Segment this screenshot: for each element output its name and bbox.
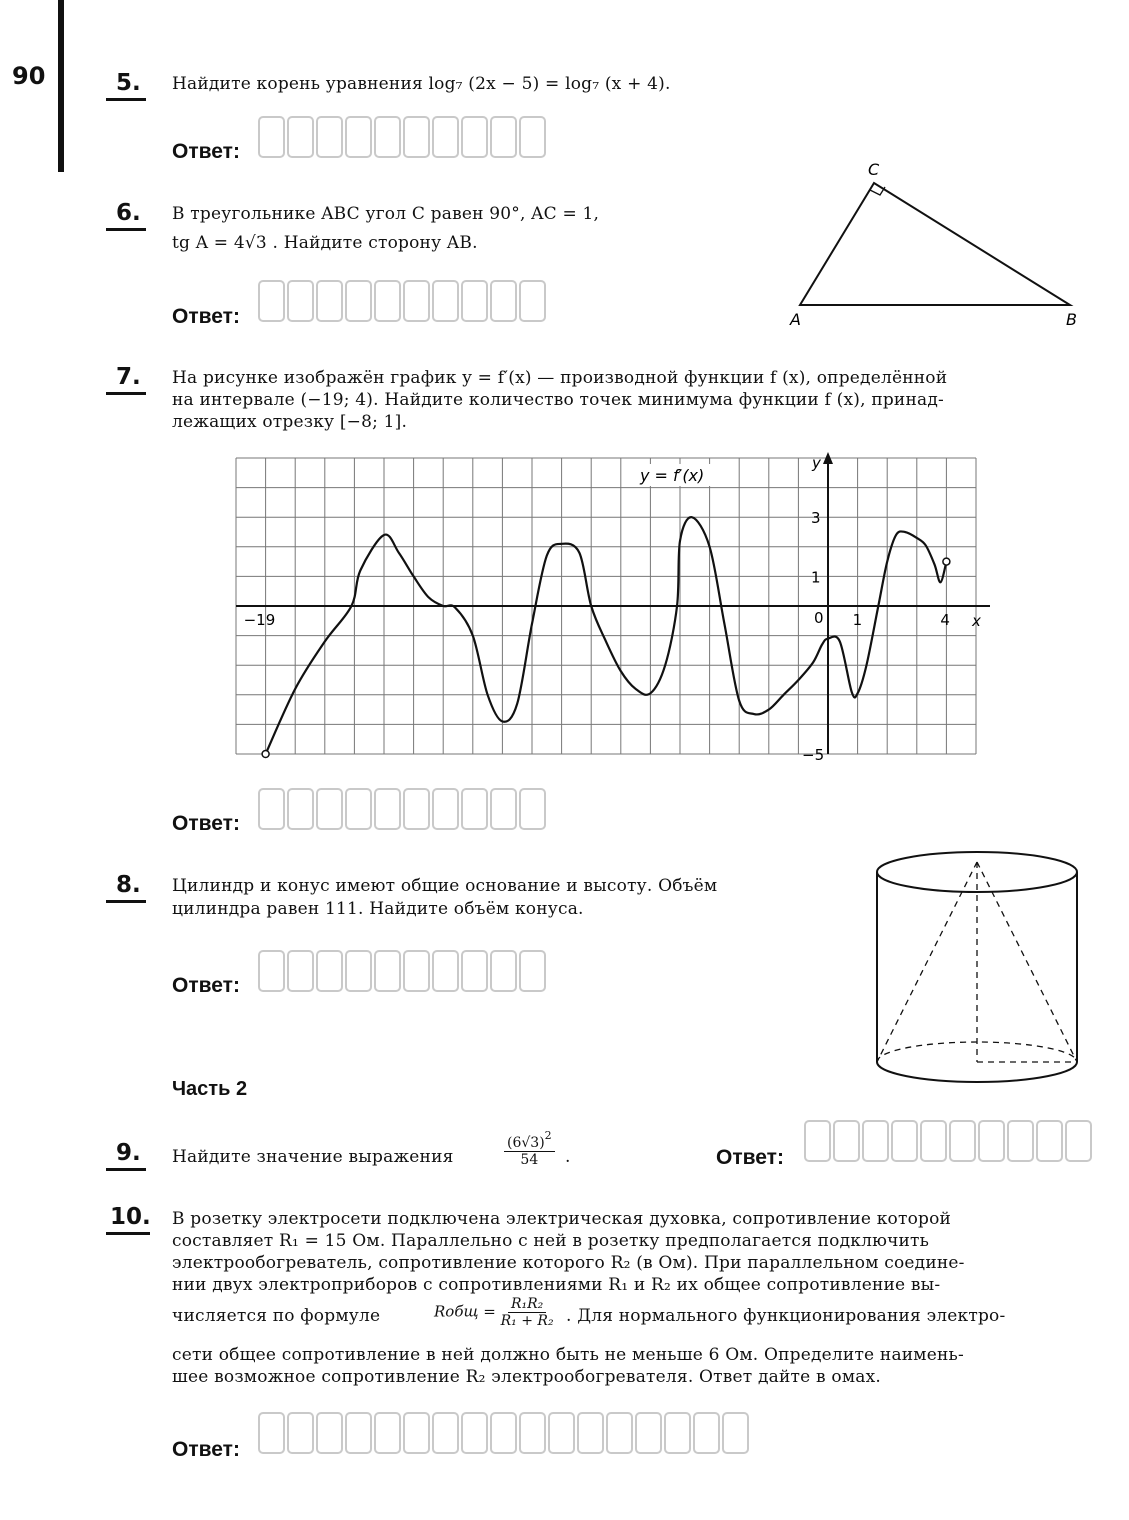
answer-boxes-6[interactable] — [258, 280, 546, 322]
answer-cell[interactable] — [287, 116, 314, 158]
answer-cell[interactable] — [432, 1412, 459, 1454]
answer-cell[interactable] — [1036, 1120, 1063, 1162]
answer-cell[interactable] — [461, 788, 488, 830]
answer-cell[interactable] — [287, 1412, 314, 1454]
problem-10-line-5b: . Для нормального функционирования электро- — [566, 1306, 1006, 1326]
answer-cell[interactable] — [722, 1412, 749, 1454]
fraction-9-denominator: 54 — [520, 1152, 539, 1168]
x-axis-label: x — [972, 612, 981, 630]
vertex-b-label: B — [1066, 310, 1077, 329]
formula-numerator: R₁R₂ — [508, 1296, 546, 1313]
answer-cell[interactable] — [258, 950, 285, 992]
answer-boxes-9[interactable] — [804, 1120, 1092, 1162]
answer-cell[interactable] — [862, 1120, 889, 1162]
vertex-a-label: A — [790, 310, 801, 329]
tick-label-x-1: 1 — [852, 611, 863, 629]
open-endpoint — [943, 558, 950, 565]
tick-label-y-3: 3 — [811, 509, 821, 528]
answer-cell[interactable] — [403, 950, 430, 992]
answer-cell[interactable] — [519, 280, 546, 322]
problem-10-underline — [106, 1232, 150, 1235]
answer-cell[interactable] — [461, 116, 488, 158]
answer-label-9: Ответ: — [716, 1146, 784, 1169]
answer-cell[interactable] — [949, 1120, 976, 1162]
cone-left-edge — [877, 862, 977, 1062]
formula-denominator: R₁ + R₂ — [500, 1313, 554, 1329]
answer-cell[interactable] — [1065, 1120, 1092, 1162]
answer-cell[interactable] — [345, 788, 372, 830]
answer-cell[interactable] — [606, 1412, 633, 1454]
answer-cell[interactable] — [461, 1412, 488, 1454]
tick-label-x-minus-19: −19 — [243, 611, 276, 629]
answer-cell[interactable] — [1007, 1120, 1034, 1162]
answer-cell[interactable] — [461, 950, 488, 992]
answer-cell[interactable] — [461, 280, 488, 322]
problem-7-number: 7. — [116, 364, 141, 390]
answer-cell[interactable] — [920, 1120, 947, 1162]
answer-cell[interactable] — [490, 280, 517, 322]
problem-7-line-1: На рисунке изображён график y = f′(x) — производной функции f (x), определённой — [172, 368, 948, 388]
problem-9-number: 9. — [116, 1140, 141, 1166]
triangle-figure — [780, 155, 1100, 335]
problem-6-underline — [106, 228, 146, 231]
problem-7-line-3: лежащих отрезку [−8; 1]. — [172, 412, 408, 432]
part-2-heading: Часть 2 — [172, 1078, 248, 1100]
problem-10-line-2: составляет R₁ = 15 Ом. Параллельно с ней в розетку предполагается подключить — [172, 1231, 930, 1251]
vertex-c-label: C — [868, 160, 880, 179]
answer-cell[interactable] — [258, 788, 285, 830]
triangle-abc — [800, 183, 1070, 305]
problem-8-underline — [106, 900, 146, 903]
answer-cell[interactable] — [374, 116, 401, 158]
answer-cell[interactable] — [403, 788, 430, 830]
answer-cell[interactable] — [432, 950, 459, 992]
problem-7-line-2: на интервале (−19; 4). Найдите количество точек минимума функции f (x), принад- — [172, 390, 944, 410]
tick-label-x-0: 0 — [814, 609, 824, 627]
answer-cell[interactable] — [287, 788, 314, 830]
tick-label-y-1: 1 — [811, 568, 821, 587]
answer-cell[interactable] — [258, 280, 285, 322]
problem-8-line-1: Цилиндр и конус имеют общие основание и высоту. Объём — [172, 876, 718, 896]
answer-boxes-7[interactable] — [258, 788, 546, 830]
answer-cell[interactable] — [490, 950, 517, 992]
answer-cell[interactable] — [519, 116, 546, 158]
problem-9-underline — [106, 1168, 146, 1171]
answer-cell[interactable] — [519, 788, 546, 830]
problem-10-number: 10. — [110, 1204, 151, 1230]
cone-right-edge — [977, 862, 1077, 1062]
answer-label-10: Ответ: — [172, 1438, 240, 1461]
chart-title: y = f′(x) — [640, 466, 705, 485]
answer-cell[interactable] — [403, 116, 430, 158]
answer-cell[interactable] — [345, 280, 372, 322]
answer-cell[interactable] — [316, 950, 343, 992]
y-axis-label: y — [812, 454, 821, 472]
fraction-9-numerator: (6√3) — [507, 1135, 545, 1151]
answer-cell[interactable] — [432, 280, 459, 322]
open-endpoint — [262, 751, 269, 758]
answer-cell[interactable] — [804, 1120, 831, 1162]
answer-boxes-10[interactable] — [258, 1412, 749, 1454]
problem-7-underline — [106, 392, 146, 395]
chart-axes — [236, 452, 990, 754]
margin-bar — [58, 0, 64, 172]
answer-cell[interactable] — [490, 788, 517, 830]
page-number: 90 — [12, 62, 46, 90]
cylinder-cone-figure — [865, 840, 1090, 1090]
problem-10-line-3: электрообогреватель, сопротивление которого R₂ (в Ом). При параллельном соедине- — [172, 1253, 965, 1273]
problem-10-line-6: сети общее сопротивление в ней должно быть не меньше 6 Ом. Определите наимень- — [172, 1345, 964, 1365]
answer-cell[interactable] — [258, 1412, 285, 1454]
curve-endpoints — [262, 558, 950, 757]
answer-cell[interactable] — [978, 1120, 1005, 1162]
answer-cell[interactable] — [287, 950, 314, 992]
answer-cell[interactable] — [374, 950, 401, 992]
problem-6-line-2: tg A = 4√3 . Найдите сторону AB. — [172, 233, 478, 253]
answer-label-8: Ответ: — [172, 974, 240, 997]
resistance-formula — [434, 1296, 554, 1329]
answer-cell[interactable] — [345, 1412, 372, 1454]
answer-label-6: Ответ: — [172, 305, 240, 328]
answer-cell[interactable] — [664, 1412, 691, 1454]
problem-8-number: 8. — [116, 872, 141, 898]
answer-cell[interactable] — [403, 280, 430, 322]
answer-label-7: Ответ: — [172, 812, 240, 835]
answer-cell[interactable] — [374, 280, 401, 322]
answer-cell[interactable] — [403, 1412, 430, 1454]
answer-cell[interactable] — [316, 788, 343, 830]
answer-cell[interactable] — [374, 788, 401, 830]
answer-cell[interactable] — [693, 1412, 720, 1454]
answer-cell[interactable] — [432, 116, 459, 158]
answer-cell[interactable] — [316, 280, 343, 322]
answer-boxes-5[interactable] — [258, 116, 546, 158]
problem-10-line-4: нии двух электроприборов с сопротивлениями R₁ и R₂ их общее сопротивление вы- — [172, 1275, 941, 1295]
problem-5-text: Найдите корень уравнения log₇ (2x − 5) = log₇ (x + 4). — [172, 74, 671, 94]
answer-cell[interactable] — [833, 1120, 860, 1162]
answer-cell[interactable] — [635, 1412, 662, 1454]
answer-cell[interactable] — [316, 116, 343, 158]
answer-cell[interactable] — [316, 1412, 343, 1454]
derivative-chart — [230, 450, 990, 765]
problem-10-line-1: В розетку электросети подключена электрическая духовка, сопротивление которой — [172, 1209, 952, 1229]
problem-10-line-7: шее возможное сопротивление R₂ электрообогревателя. Ответ дайте в омах. — [172, 1367, 881, 1387]
fraction-9-exponent: 2 — [544, 1129, 552, 1142]
problem-10-line-5a: числяется по формуле — [172, 1306, 381, 1326]
answer-cell[interactable] — [374, 1412, 401, 1454]
problem-9-period: . — [565, 1147, 571, 1167]
problem-6-number: 6. — [116, 200, 141, 226]
answer-cell[interactable] — [287, 280, 314, 322]
cylinder-bottom-front — [877, 1062, 1077, 1082]
answer-cell[interactable] — [548, 1412, 575, 1454]
problem-9-text: Найдите значение выражения — [172, 1147, 454, 1167]
answer-cell[interactable] — [490, 1412, 517, 1454]
answer-cell[interactable] — [490, 116, 517, 158]
answer-cell[interactable] — [432, 788, 459, 830]
answer-cell[interactable] — [519, 950, 546, 992]
answer-label-5: Ответ: — [172, 140, 240, 163]
problem-5-number: 5. — [116, 70, 141, 96]
answer-cell[interactable] — [891, 1120, 918, 1162]
problem-6-line-1: В треугольнике ABC угол C равен 90°, AC = 1, — [172, 204, 600, 224]
answer-cell[interactable] — [519, 1412, 546, 1454]
problem-8-line-2: цилиндра равен 111. Найдите объём конуса. — [172, 899, 584, 919]
problem-9-fraction — [504, 1128, 555, 1168]
tick-label-x-4: 4 — [940, 611, 950, 629]
formula-lhs: Rобщ = — [434, 1302, 496, 1321]
answer-cell[interactable] — [345, 116, 372, 158]
answer-cell[interactable] — [258, 116, 285, 158]
problem-5-underline — [106, 98, 146, 101]
answer-cell[interactable] — [345, 950, 372, 992]
answer-boxes-8[interactable] — [258, 950, 546, 992]
tick-label-y-minus-5: −5 — [802, 746, 825, 764]
answer-cell[interactable] — [577, 1412, 604, 1454]
